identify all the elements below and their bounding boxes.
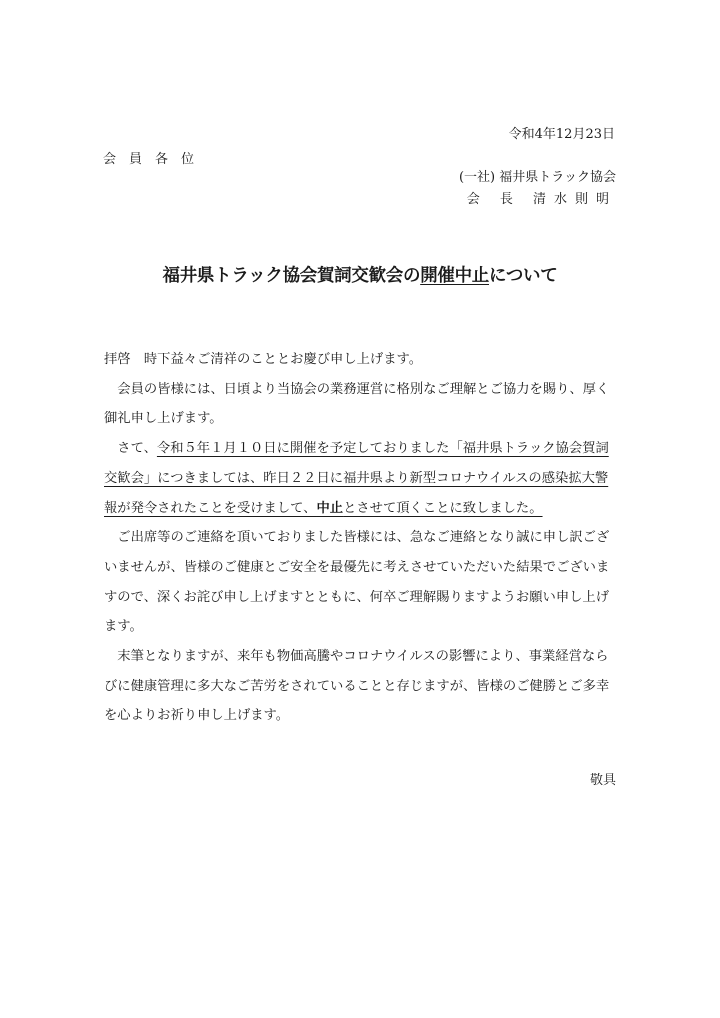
letter-date: 令和4年12月23日 xyxy=(508,127,615,142)
paragraph-gratitude: 会員の皆様には、日頃より当協会の業務運営に格別なご理解とご協力を賜り、厚く御礼申し上げます。 xyxy=(104,381,610,427)
sender-organization: (一社) 福井県トラック協会 xyxy=(458,170,616,185)
paragraph-apology: ご出席等のご連絡を頂いておりました皆様には、急なご連絡となり誠に申し訳ございませんが、皆様のご健康とご安全を最優先に考えさせていただいた結果でございますので、深くお詫び申し上げますとともに、何卒ご理解賜りますようお願い申し上げます。 xyxy=(104,530,610,635)
page-title xyxy=(0,262,720,287)
greeting: 拝啓 時下益々ご清祥のこととお慶び申し上げます。 xyxy=(104,352,423,367)
letter-body xyxy=(104,345,616,731)
paragraph-closing-wishes: 末筆となりますが、来年も物価高騰やコロナウイルスの影響により、事業経営ならびに健康管理に多大なご苦労をされていることと存じますが、皆様のご健勝とご多幸を心よりお祈り申し上げます。 xyxy=(104,649,610,724)
recipients: 会員各位 xyxy=(103,152,208,167)
title-part-3: について xyxy=(489,266,558,286)
cancellation-notice: 令和５年１月１０日に開催を予定しておりました「福井県トラック協会賀詞交歓会」につきましては、昨日２２日に福井県より新型コロナウイルスの感染拡大警報が発令されたことを受けまして、 xyxy=(104,441,609,516)
paragraph-lead: さて、 xyxy=(117,441,157,457)
closing-salutation: 敬具 xyxy=(589,773,616,788)
cancellation-notice-end: とさせて頂くことに致しました。 xyxy=(343,500,543,516)
sender-name: 会 長 清水則明 xyxy=(466,192,617,207)
cancellation-word: 中止 xyxy=(316,500,344,516)
title-part-1: 福井県トラック協会賀詞交歓会の xyxy=(162,266,421,286)
paragraph-cancellation xyxy=(104,434,616,523)
title-cancellation: 開催中止 xyxy=(420,266,489,286)
